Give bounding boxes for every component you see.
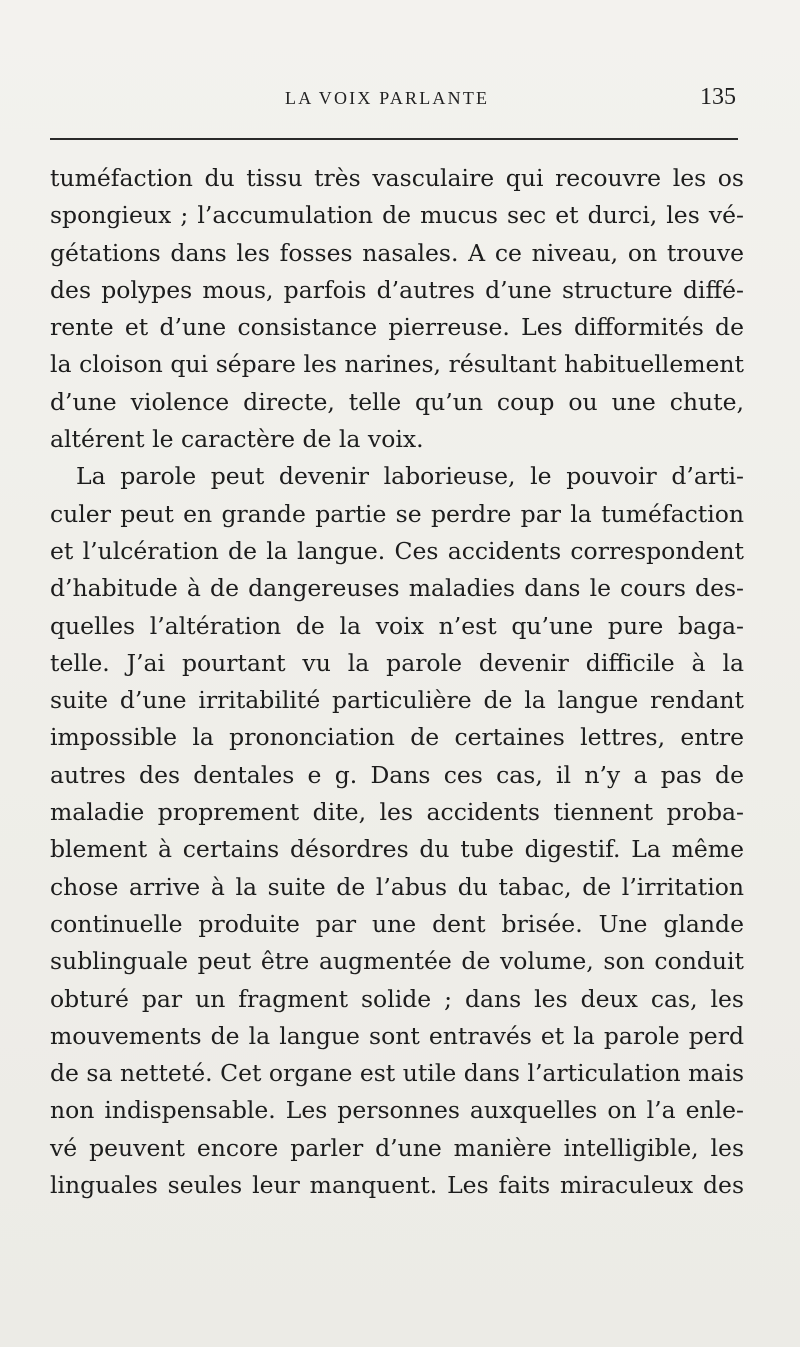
text-line: quelles l’altération de la voix n’est qu’une pure baga- [50, 611, 744, 640]
text-line: telle. J’ai pourtant vu la parole devenir difficile à la [50, 648, 744, 677]
text-line: de sa netteté. Cet organe est utile dans l’articulation mais [50, 1059, 745, 1088]
text-line: obturé par un fragment solide ; dans les deux cas, les [50, 984, 744, 1013]
text-line: la cloison qui sépare les narines, résultant habituellement [50, 350, 744, 379]
text-line: spongieux ; l’accumulation de mucus sec et durci, les vé- [50, 201, 744, 230]
text-line: maladie proprement dite, les accidents tiennent proba- [50, 798, 744, 827]
text-line: mouvements de la langue sont entravés et la parole perd [50, 1021, 744, 1050]
text-line: culer peut en grande partie se perdre par la tuméfaction [50, 499, 744, 528]
text-line: linguales seules leur manquent. Les faits miraculeux des [50, 1171, 744, 1200]
text-line: sublinguale peut être augmentée de volume, son conduit [50, 947, 744, 976]
text-line: autres des dentales e g. Dans ces cas, il n’y a pas de [50, 760, 744, 789]
text-line: impossible la prononciation de certaines lettres, entre [50, 723, 744, 752]
text-line: et l’ulcération de la langue. Ces accidents correspondent [50, 536, 744, 565]
text-line: rente et d’une consistance pierreuse. Les difformités de [50, 313, 744, 342]
page-number: 135 [700, 84, 736, 110]
text-line: blement à certains désordres du tube digestif. La même [50, 835, 744, 864]
running-title: LA VOIX PARLANTE [285, 88, 490, 108]
text-line: d’habitude à de dangereuses maladies dans le cours des- [50, 574, 744, 603]
text-line: continuelle produite par une dent brisée. Une glande [50, 909, 744, 938]
page-header [0, 84, 800, 118]
text-line: d’une violence directe, telle qu’un coup ou une chute, [50, 387, 744, 416]
paragraph-end-line: altérent le caractère de la voix. [50, 425, 424, 454]
text-line: suite d’une irritabilité particulière de la langue rendant [50, 686, 744, 715]
text-line: tuméfaction du tissu très vasculaire qui recouvre les os [50, 164, 744, 192]
text-line: chose arrive à la suite de l’abus du tabac, de l’irritation [50, 872, 744, 901]
text-line: vé peuvent encore parler d’une manière intelligible, les [50, 1133, 744, 1162]
text-line: des polypes mous, parfois d’autres d’une structure diffé- [50, 275, 744, 304]
text-line: non indispensable. Les personnes auxquelles on l’a enle- [50, 1096, 744, 1125]
body-text [50, 160, 744, 1204]
header-rule [50, 138, 738, 140]
paragraph-start-line: La parole peut devenir laborieuse, le pouvoir d’arti- [76, 462, 744, 491]
text-line: gétations dans les fosses nasales. A ce niveau, on trouve [50, 238, 744, 267]
